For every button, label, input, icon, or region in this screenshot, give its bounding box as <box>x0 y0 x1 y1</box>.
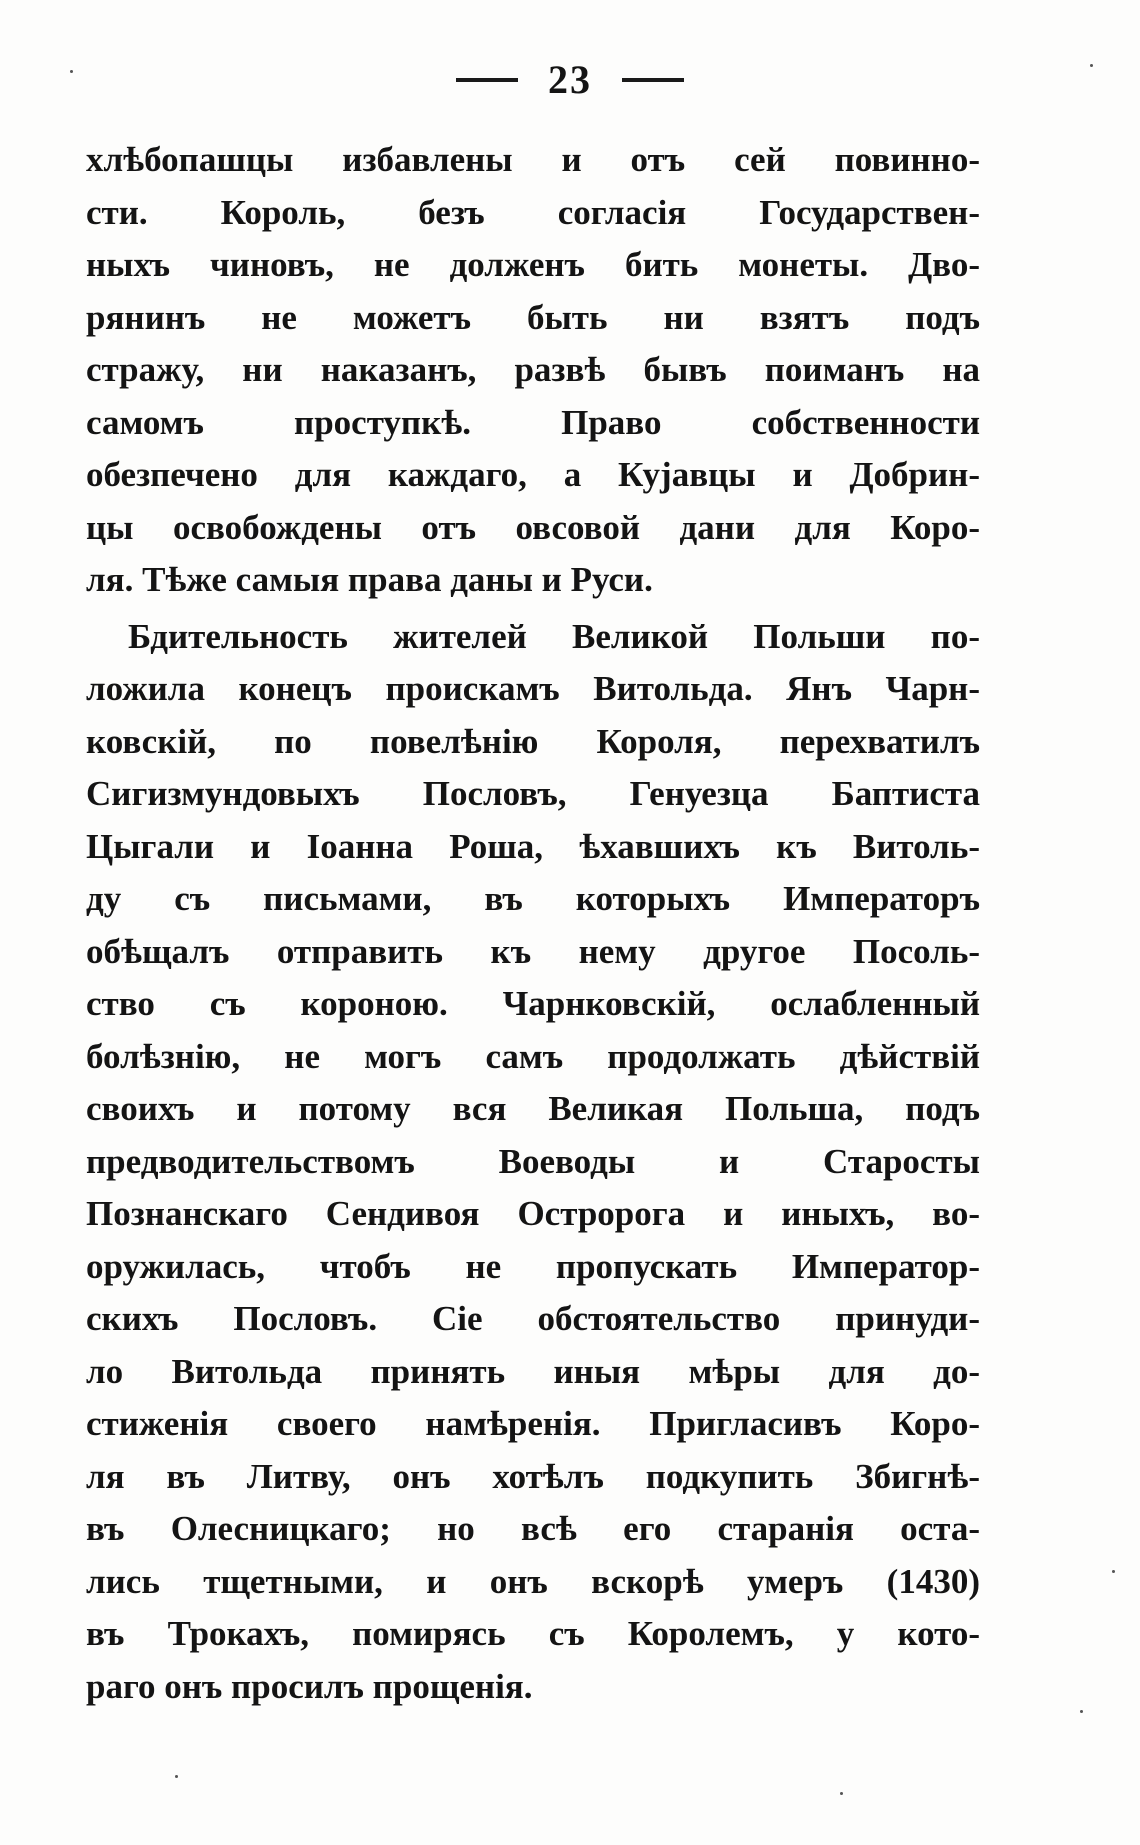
scan-speck <box>1080 1710 1083 1713</box>
body-text <box>86 134 980 1713</box>
text-line: ныхъ чиновъ, не долженъ бить монеты. Дво- <box>86 245 980 284</box>
scan-speck <box>70 70 73 73</box>
scan-speck <box>1090 64 1093 67</box>
text-line: стиженія своего намѣренія. Пригласивъ Коро- <box>86 1404 980 1443</box>
text-line: рянинъ не можетъ быть ни взятъ подъ <box>86 297 980 337</box>
paragraph-2 <box>86 611 980 1714</box>
text-line: обезпечено для каждаго, а Кујавцы и Добрин- <box>86 455 980 494</box>
text-line: обѣщалъ отправить къ нему другое Посоль- <box>86 931 980 971</box>
paragraph-1 <box>86 134 980 607</box>
text-line: сти. Король, безъ согласія Государствен- <box>86 192 980 232</box>
text-line: ложила конецъ проискамъ Витольда. Янъ Чарн- <box>86 669 980 708</box>
page-header <box>0 52 1140 103</box>
left-dash <box>456 78 518 82</box>
text-line: въ Олесницкаго; но всѣ его старанія оста- <box>86 1509 980 1548</box>
text-line: самомъ проступкѣ. Право собственности <box>86 402 980 442</box>
text-line: ду съ письмами, въ которыхъ Императоръ <box>86 879 980 918</box>
text-line: Бдительность жителей Великой Польши по- <box>128 616 980 656</box>
text-line: ло Витольда принять иныя мѣры для до- <box>86 1351 980 1391</box>
text-line: предводительствомъ Воеводы и Старосты <box>86 1141 980 1181</box>
right-dash <box>622 78 684 82</box>
text-line: ковскій, по повелѣнію Короля, перехватилъ <box>86 721 980 761</box>
text-line: Цыгали и Іоанна Роша, ѣхавшихъ къ Витоль- <box>86 826 980 866</box>
scan-speck <box>1112 1570 1115 1573</box>
text-line: лись тщетными, и онъ вскорѣ умеръ (1430) <box>86 1561 980 1601</box>
text-line: въ Трокахъ, помирясь съ Королемъ, у кото- <box>86 1614 980 1653</box>
text-line: своихъ и потому вся Великая Польша, подъ <box>86 1089 980 1128</box>
text-line: скихъ Пословъ. Сіе обстоятельство принуди- <box>86 1299 980 1338</box>
text-line: хлѣбопашцы избавлены и отъ сей повинно- <box>86 140 980 179</box>
text-line: цы освобождены отъ овсовой дани для Коро- <box>86 507 980 547</box>
text-line: стражу, ни наказанъ, развѣ бывъ поиманъ на <box>86 350 980 389</box>
scan-speck <box>175 1775 178 1778</box>
text-line: раго онъ просилъ прощенія. <box>86 1666 533 1706</box>
text-line: Познанскаго Сендивоя Остророга и иныхъ, во- <box>86 1194 980 1233</box>
text-line: ство съ короною. Чарнковскій, ослабленный <box>86 984 980 1023</box>
text-line: болѣзнію, не могъ самъ продолжать дѣйствій <box>86 1036 980 1076</box>
text-line: ля въ Литву, онъ хотѣлъ подкупить Збигнѣ- <box>86 1456 980 1496</box>
scan-speck <box>840 1792 843 1795</box>
page-number: 23 <box>548 57 592 103</box>
text-line: ля. Тѣже самыя права даны и Руси. <box>86 560 653 599</box>
text-line: Сигизмундовыхъ Пословъ, Генуезца Баптиста <box>86 774 980 813</box>
text-line: оружилась, чтобъ не пропускать Император- <box>86 1246 980 1286</box>
